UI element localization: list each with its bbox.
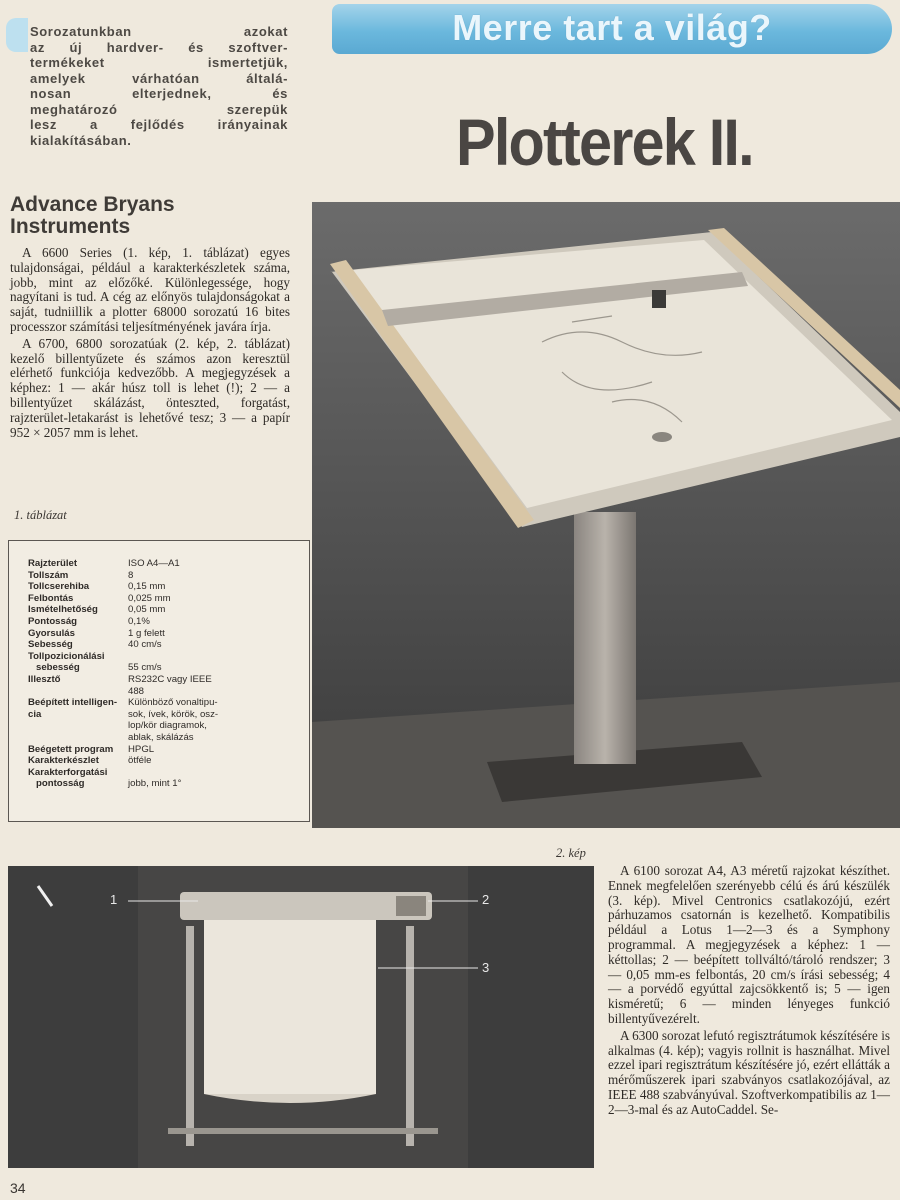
spec-row [10, 581, 300, 593]
section-heading: Advance Bryans Instruments [10, 193, 175, 238]
intro-line: Sorozatunkban azokat [30, 24, 288, 39]
spec-value: 0,15 mm [128, 581, 166, 593]
spec-label: Pontosság [28, 615, 78, 627]
spec-label: Tollpozicionálási [28, 650, 105, 662]
spec-row [10, 558, 300, 570]
spec-value: RS232C vagy IEEE [128, 673, 212, 685]
callout-1: 1 [110, 892, 118, 907]
plotter-drafting-table-illustration [312, 202, 900, 828]
spec-value: 0,05 mm [128, 604, 166, 616]
spec-row [10, 628, 300, 640]
spec-label: Ismételhetőség [28, 604, 98, 616]
spec-value: 55 cm/s [128, 662, 162, 674]
intro-line: termékeket ismertetjük, [30, 55, 288, 70]
callout-2: 2 [482, 892, 490, 907]
spec-label: Gyorsulás [28, 627, 75, 639]
callout-3: 3 [482, 960, 490, 975]
spec-label: cia [28, 708, 42, 720]
spec-value [128, 651, 286, 663]
spec-label [10, 720, 128, 732]
spec-label: pontosság [36, 778, 85, 790]
spec-value: 8 [128, 569, 134, 581]
series-title: Merre tart a világ? [452, 7, 772, 48]
spec-value: 1 g felett [128, 627, 165, 639]
spec-value: 0,1% [128, 615, 150, 627]
spec-row [10, 570, 300, 582]
spec-row [10, 686, 300, 698]
spec-row [10, 755, 300, 767]
spec-label: sebesség [36, 662, 80, 674]
spec-label: Beépített intelligen- [28, 697, 118, 709]
spec-value: ablak, skálázás [128, 731, 194, 743]
spec-row [10, 778, 300, 790]
plotter-photo-1 [312, 202, 900, 828]
spec-value: jobb, mint 1° [128, 778, 182, 790]
article-title: Plotterek II. [456, 105, 753, 179]
intro-line: lesz a fejlődés irányainak [30, 117, 288, 132]
spec-row [10, 674, 300, 686]
spec-row [10, 720, 300, 732]
roll-plotter-illustration [8, 866, 594, 1168]
spec-value: 0,025 mm [128, 592, 171, 604]
spec-label: Tollszám [28, 569, 69, 581]
spec-value: sok, ívek, körök, osz- [128, 708, 219, 720]
spec-label [10, 732, 128, 744]
spec-row [10, 744, 300, 756]
spec-label: Felbontás [28, 592, 74, 604]
right-column-text [608, 864, 890, 1118]
table-caption: 1. táblázat [14, 508, 67, 522]
spec-label: Karakterkészlet [28, 755, 99, 767]
spec-table [10, 558, 300, 790]
spec-row [10, 662, 300, 674]
spec-label: Beégetett program [28, 743, 114, 755]
intro-line: nosan elterjednek, és [30, 86, 288, 101]
spec-label: Tollcserehiba [28, 581, 90, 593]
paragraph: A 6100 sorozat A4, A3 méretű rajzokat készíthet. Ennek megfelelően szerényebb célú és árú készülék (3. kép). Mivel Centronics csatlakozójú, ezért párhuzamos csatornán is kezelhető. Kompatibilis például a Lotus 1—2—3 és a Symphony programmal. A megjegyzések a képhez: 1 — kéttollas; 2 — beépített tollváltó/tároló rendszer; 3 — 0,05 mm-es felbontás, 20 cm/s írási sebesség; 4 — a porvédő egyúttal zajcsökkentő is; 5 — igen kisméretű; 6 — minden lényeges funkció billentyűvezérelt. [608, 863, 890, 1026]
intro-line: az új hardver- és szoftver- [30, 39, 288, 55]
spec-label: Illesztő [28, 673, 61, 685]
spec-value: 40 cm/s [128, 639, 162, 651]
intro-line: meghatározó szerepük [30, 101, 288, 117]
intro-line: amelyek várhatóan általá- [30, 70, 288, 86]
spec-row [10, 639, 300, 651]
spec-value [128, 767, 286, 779]
spec-value: ISO A4—A1 [128, 558, 180, 569]
spec-value: 488 [128, 685, 145, 697]
spec-row [10, 593, 300, 605]
spec-row [10, 616, 300, 628]
spec-row [10, 697, 300, 709]
intro-tab-decoration [6, 18, 28, 52]
spec-label: Sebesség [28, 639, 73, 651]
spec-label [10, 686, 128, 698]
spec-value: ötféle [128, 755, 152, 767]
left-column-text [10, 246, 290, 440]
spec-value: Különböző vonaltipu- [128, 697, 218, 709]
spec-row [10, 732, 300, 744]
spec-label: Rajzterület [28, 558, 78, 569]
intro-line: kialakításában. [30, 132, 132, 148]
figure-caption: 2. kép [556, 846, 586, 860]
spec-row [10, 709, 300, 721]
plotter-photo-2 [8, 866, 594, 1168]
spec-row [10, 651, 300, 663]
paragraph: A 6700, 6800 sorozatúak (2. kép, 2. táblázat) kezelő billentyűzete és számos azon keresztül elérhető funkciója kedvezőbb. A megjegyzések a képhez: 1 — akár húsz toll is lehet (!); 2 — a billentyűzet skálázást, önteszted, forgatást, rajzterület-letakarást is lehetővé tesz; 3 — a papír 952 × 2057 mm is lehet. [10, 335, 290, 440]
spec-label: Karakterforgatási [28, 766, 108, 778]
spec-value: HPGL [128, 743, 155, 755]
spec-row [10, 767, 300, 779]
series-intro [30, 24, 288, 148]
paragraph: A 6600 Series (1. kép, 1. táblázat) egyes tulajdonságai, például a karakterkészletek száma, jobb, mint az előzőké. Különlegessége, hogy nagyítani is tud. A cég az előnyös tulajdonságokat a saját, tudniillik a plotter 68000 sorozatú 16 bites processzor számítási teljesítményének javára írja. [10, 245, 290, 334]
paragraph: A 6300 sorozat lefutó regisztrátumok készítésére is alkalmas (4. kép); vagyis rollnit is használhat. Mivel ezzel ipari regisztrátum készítésére jó, ezért ellátták a mérőműszerek ipari szabványos csatlakozójával, az IEEE 488 szabványúval. Szoftverkompatibilis az 1—2—3-mal és az AutoCaddel. Se- [608, 1027, 890, 1117]
page-number: 34 [10, 1180, 26, 1196]
spec-row [10, 604, 300, 616]
spec-value: lop/kör diagramok, [128, 720, 207, 732]
